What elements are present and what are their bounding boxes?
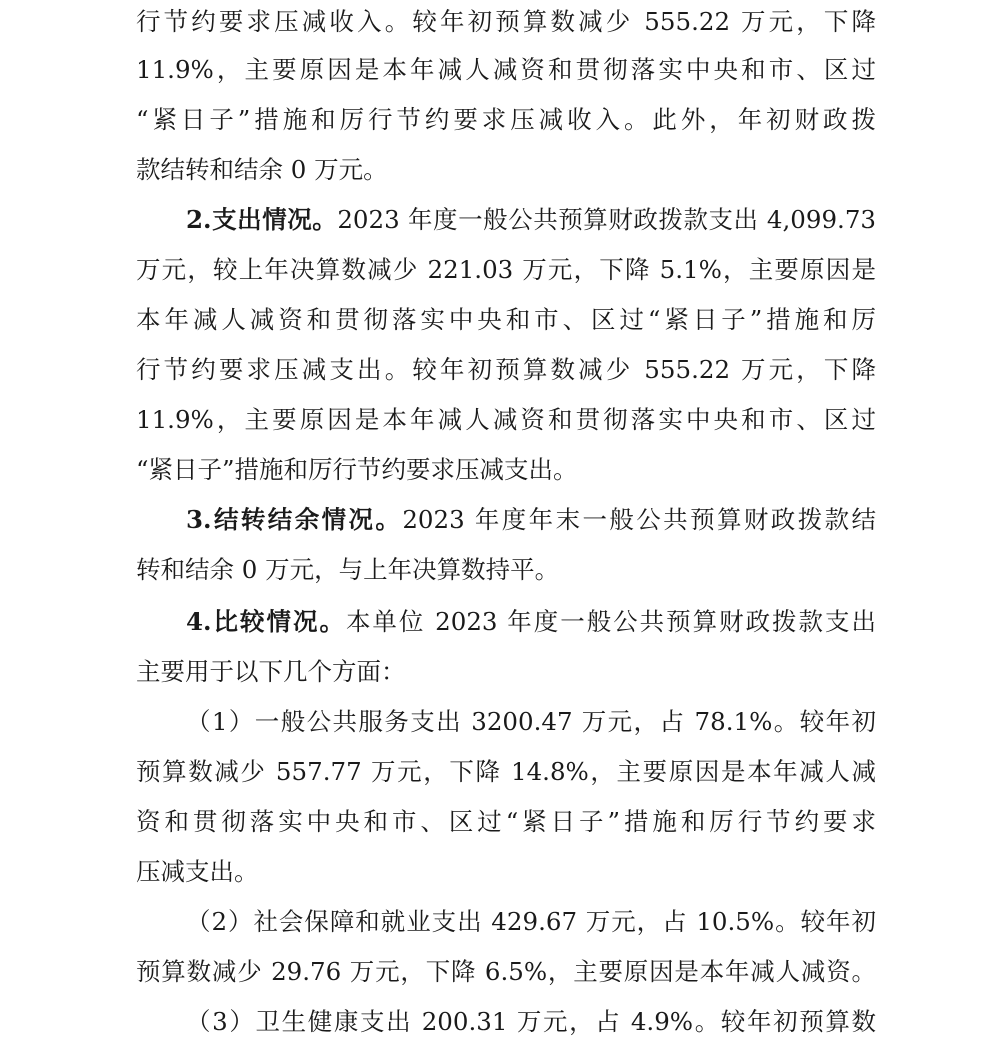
paragraph-line [136,395,876,445]
line-text: “紧日子”措施和厉行节约要求压减支出。 [136,455,578,484]
line-text: 本年减人减资和贯彻落实中央和市、区过“紧日子”措施和厉 [136,305,876,334]
paragraph-line [136,95,876,145]
line-text: “紧日子”措施和厉行节约要求压减收入。此外，年初财政拨 [136,105,876,134]
section-heading-line [186,495,876,545]
line-text: 2023 年度一般公共预算财政拨款支出 4,099.73 [337,205,876,234]
list-item-line [186,997,876,1047]
paragraph-line [136,445,876,495]
line-text: 资和贯彻落实中央和市、区过“紧日子”措施和厉行节约要求 [136,807,876,836]
line-text: 款结转和结余 0 万元。 [136,155,388,184]
line-text: 11.9%，主要原因是本年减人减资和贯彻落实中央和市、区过 [136,55,876,84]
line-text: 行节约要求压减支出。较年初预算数减少 555.22 万元，下降 [136,355,876,384]
paragraph-line [136,647,876,697]
paragraph-line [136,245,876,295]
paragraph-line [136,747,876,797]
line-text: 压减支出。 [136,857,259,886]
paragraph-line [136,295,876,345]
paragraph-line [136,947,876,997]
section-heading-carryover: 3.结转结余情况。 [186,505,403,534]
line-text: 预算数减少 29.76 万元，下降 6.5%，主要原因是本年减人减资。 [136,957,876,986]
paragraph-line [136,847,876,897]
section-heading-expenditure: 2.支出情况。 [186,205,338,234]
line-text: 行节约要求压减收入。较年初预算数减少 555.22 万元，下降 [136,7,876,36]
line-text: 11.9%，主要原因是本年减人减资和贯彻落实中央和市、区过 [136,405,876,434]
paragraph-line [136,797,876,847]
line-text: 转和结余 0 万元，与上年决算数持平。 [136,555,560,584]
line-text: （3）卫生健康支出 200.31 万元，占 4.9%。较年初预算数 [186,1007,876,1036]
line-text: （2）社会保障和就业支出 429.67 万元，占 10.5%。较年初 [186,907,876,936]
line-text: 本单位 2023 年度一般公共预算财政拨款支出 [345,607,876,636]
section-heading-line [186,195,876,245]
line-text: 主要用于以下几个方面： [136,657,406,686]
line-text: 2023 年度年末一般公共预算财政拨款结 [402,505,876,534]
paragraph-line [136,545,876,595]
section-heading-comparison: 4.比较情况。 [186,607,346,636]
line-text: （1）一般公共服务支出 3200.47 万元，占 78.1%。较年初 [186,707,876,736]
list-item-line [186,697,876,747]
list-item-line [186,897,876,947]
paragraph-line [136,0,876,47]
paragraph-line [136,345,876,395]
paragraph-line [136,145,876,195]
line-text: 预算数减少 557.77 万元，下降 14.8%，主要原因是本年减人减 [136,757,876,786]
section-heading-line [186,597,876,647]
line-text: 万元，较上年决算数减少 221.03 万元，下降 5.1%，主要原因是 [136,255,876,284]
paragraph-line [136,45,876,95]
